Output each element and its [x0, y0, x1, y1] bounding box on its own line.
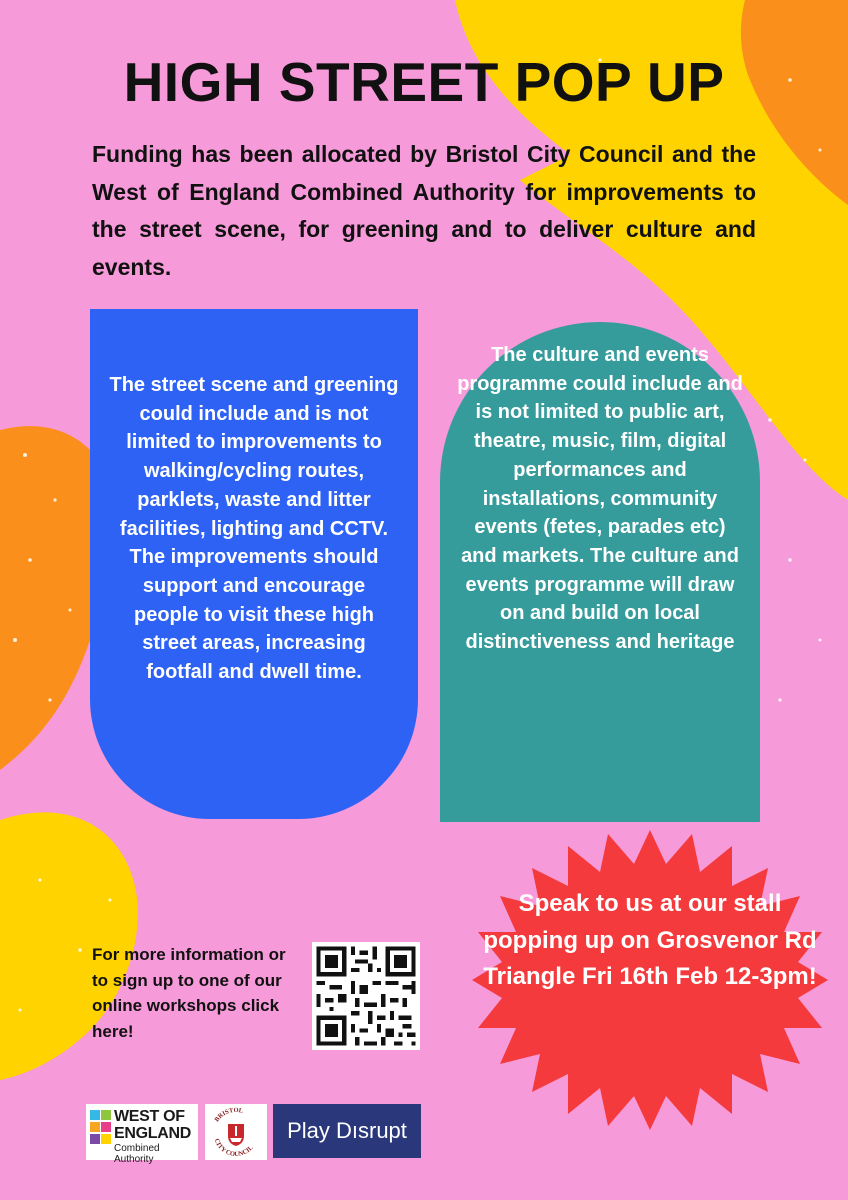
- svg-text:BRISTOL: BRISTOL: [213, 1106, 244, 1124]
- street-scene-text: The street scene and greening could include and is not limited to improvements to walking/cycling routes, parklets, waste and litter facilities, lighting and CCTV. The improvements should support and encourage people to visit these high street areas, increasing footfall and dwell time.: [109, 374, 399, 684]
- poster-title: HIGH STREET POP UP: [123, 51, 725, 113]
- bristol-crest-icon: [205, 1104, 267, 1160]
- logo-square-orange: [90, 1122, 100, 1132]
- west-of-england-logo: [86, 1104, 198, 1165]
- logo-square-blue: [90, 1110, 100, 1120]
- woe-logo-line1: WEST OF: [114, 1108, 185, 1125]
- intro-text: Funding has been allocated by Bristol City Council and the West of England Combined Authority for improvements to the street scene, for greening and to deliver culture and events.: [92, 141, 756, 280]
- logo-square-green: [101, 1110, 111, 1120]
- orange-shape-left: [0, 426, 90, 770]
- culture-events-text: The culture and events programme could include and is not limited to public art, theatre, music, film, digital performances and installations, community events (fetes, parades etc) and markets. The culture and events programme will draw on and build on local distinctiveness and heritage: [457, 344, 743, 654]
- woe-logo-line3: Combined Authority: [114, 1143, 160, 1165]
- woe-logo-line2: ENGLAND: [114, 1125, 192, 1142]
- more-info-link[interactable]: For more information or to sign up to one of our online workshops click here!: [92, 945, 286, 1041]
- play-disrupt-logo: Play Dısrupt: [273, 1104, 421, 1158]
- logo-square-pink: [101, 1122, 111, 1132]
- bristol-city-council-logo: [205, 1104, 267, 1160]
- logo-square-purple: [90, 1134, 100, 1144]
- culture-events-card: [440, 322, 760, 822]
- qr-code-graphic: [312, 942, 420, 1050]
- qr-code-icon[interactable]: [312, 942, 420, 1050]
- logo-square-yellow: [101, 1134, 111, 1144]
- svg-text:CITY COUNCIL: CITY COUNCIL: [212, 1137, 255, 1159]
- stall-burst-text: Speak to us at our stall popping up on Grosvenor Rd Triangle Fri 16th Feb 12-3pm!: [483, 890, 817, 990]
- street-scene-card: [90, 309, 418, 819]
